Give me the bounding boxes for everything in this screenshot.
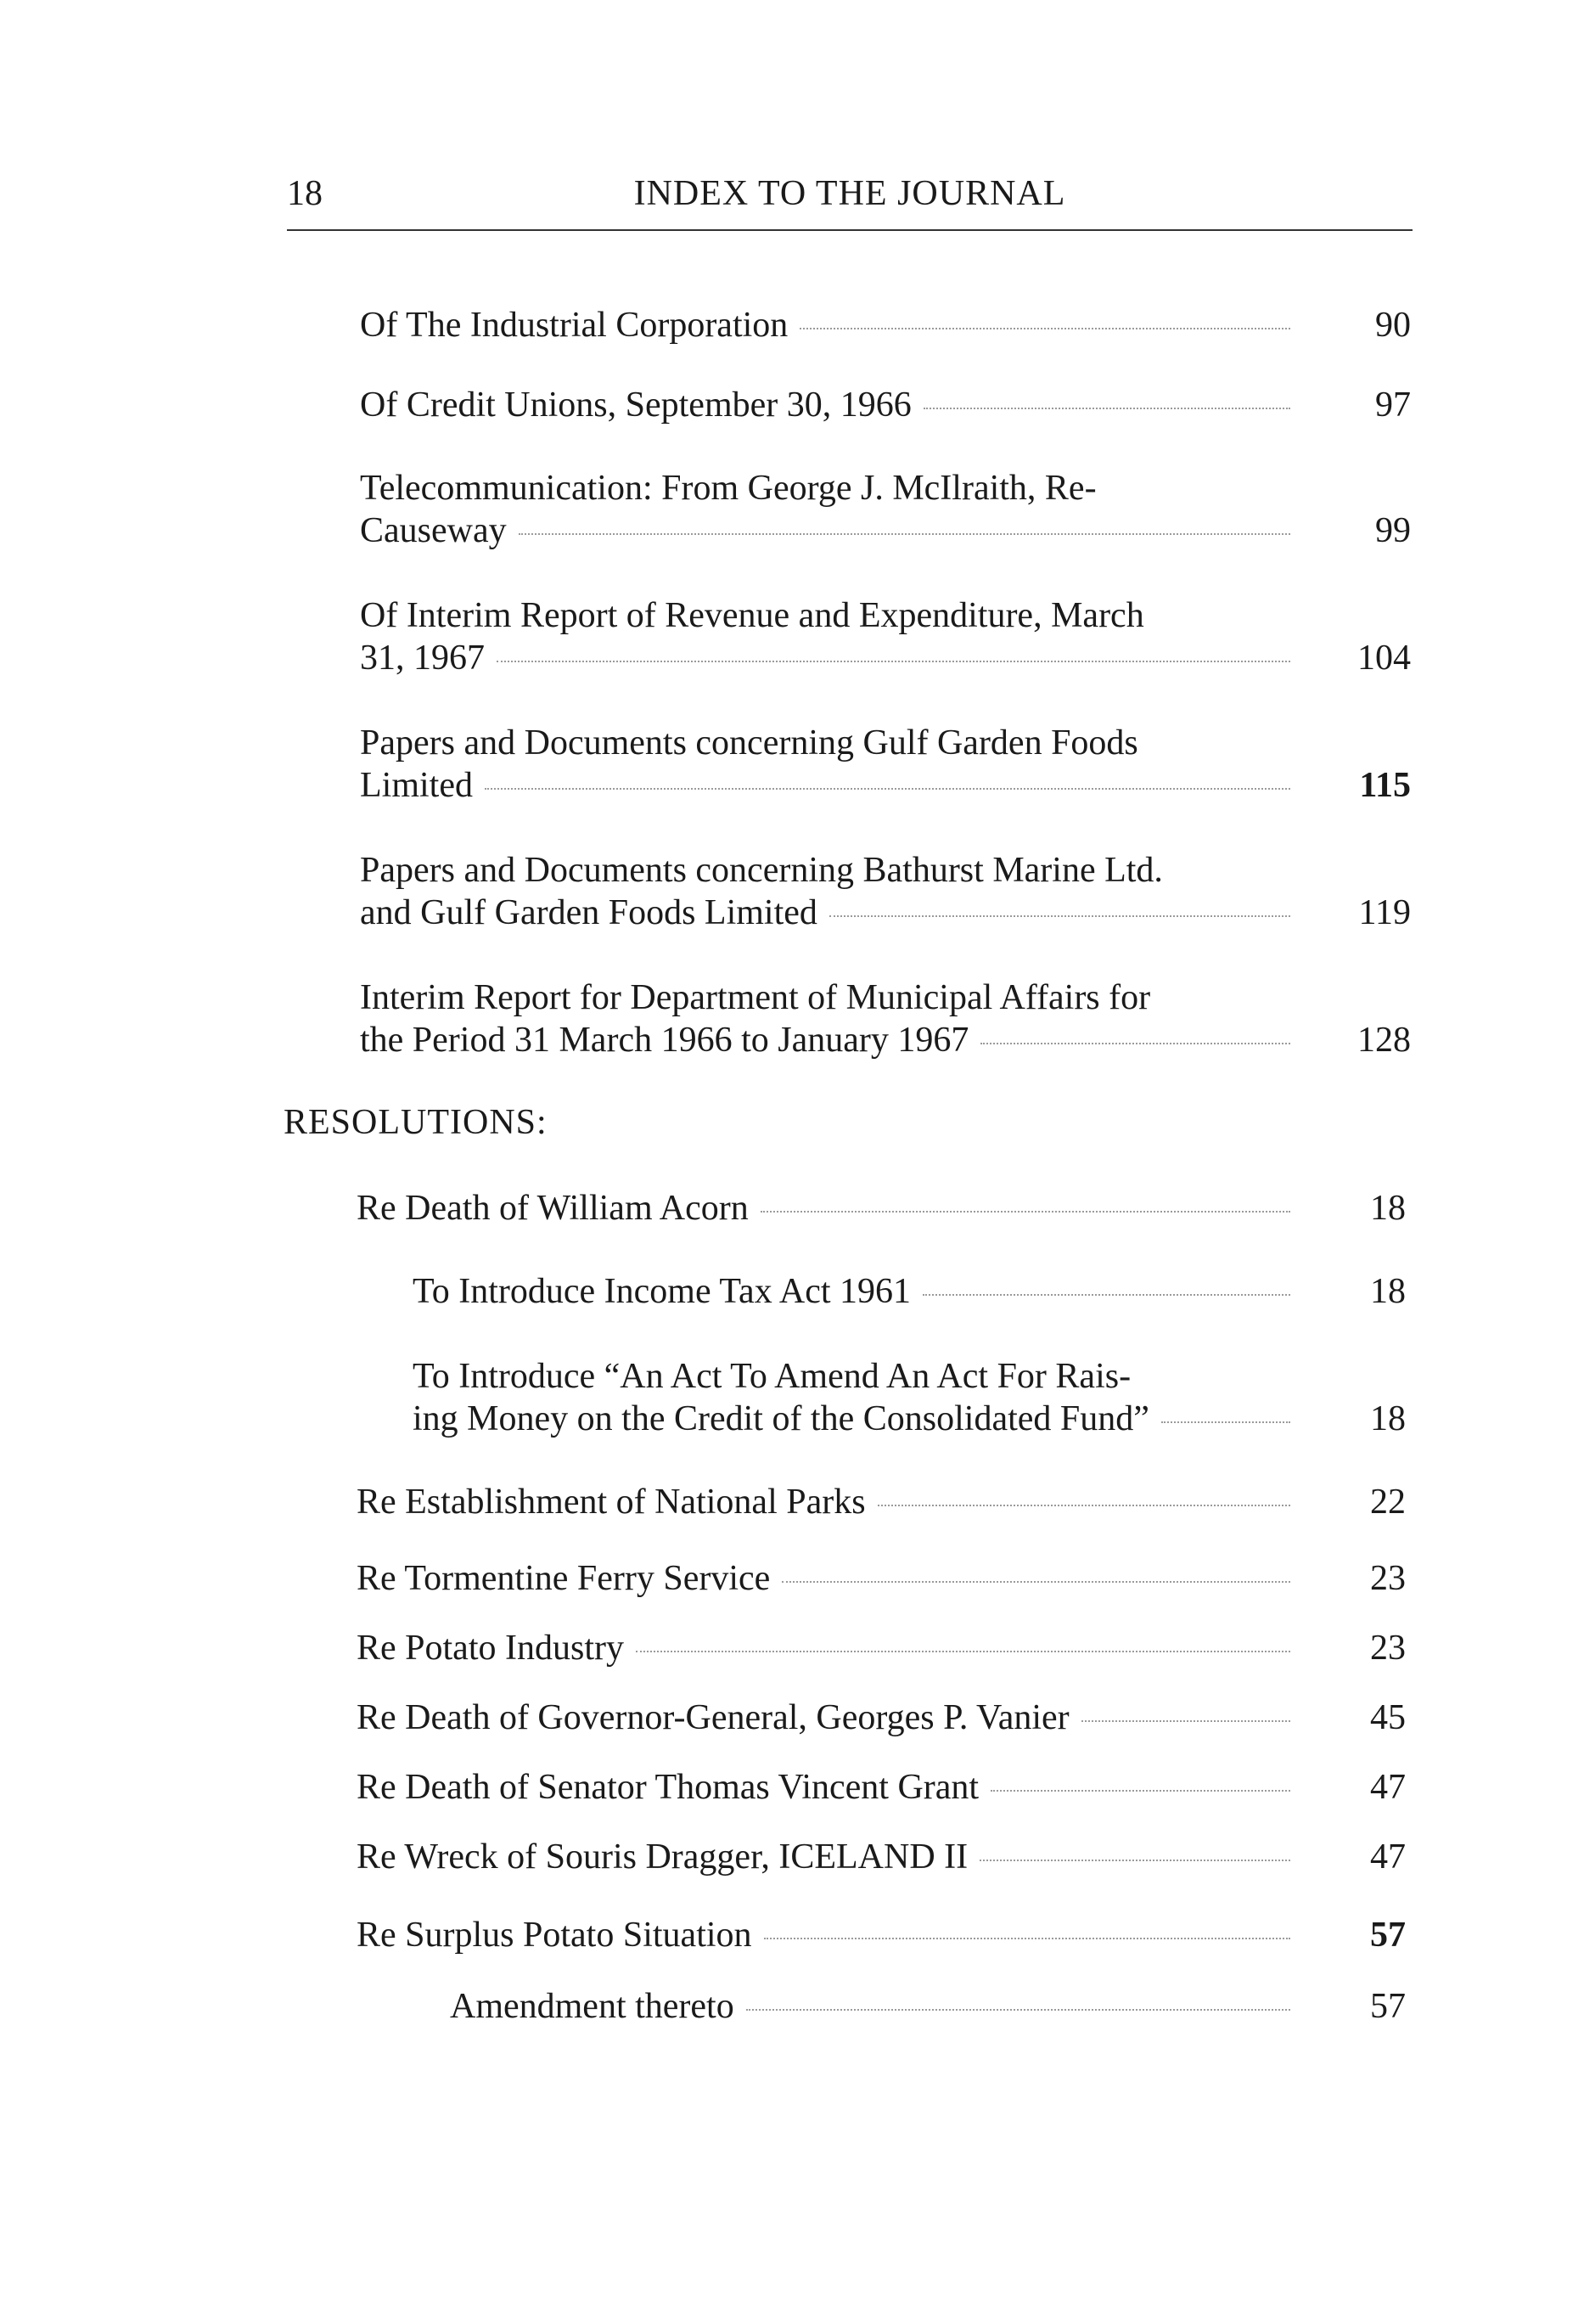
index-entry (450, 1985, 1302, 2028)
page-ref: 90 (1375, 306, 1411, 345)
page-ref: 115 (1359, 766, 1411, 805)
entry-text: the Period 31 March 1966 to January 1967 (360, 1021, 969, 1060)
index-entry (357, 1627, 1302, 1669)
dot-leader (1081, 1720, 1290, 1722)
entry-text: Of The Industrial Corporation (360, 306, 789, 345)
entry-text: Limited (360, 766, 473, 805)
dot-leader (782, 1581, 1290, 1583)
page-ref: 18 (1370, 1189, 1406, 1228)
running-title: INDEX TO THE JOURNAL (633, 174, 1066, 213)
entry-text: Re Establishment of National Parks (357, 1483, 866, 1522)
entry-text: Amendment thereto (450, 1987, 734, 2026)
index-entry (360, 467, 1302, 552)
dot-leader (923, 1294, 1290, 1296)
index-entry (413, 1270, 1302, 1313)
dot-leader (746, 2009, 1290, 2011)
page-ref: 18 (1370, 1272, 1406, 1311)
entry-text: Re Surplus Potato Situation (357, 1916, 752, 1955)
dot-leader (761, 1211, 1290, 1213)
page-ref: 45 (1370, 1698, 1406, 1737)
index-entry (357, 1187, 1302, 1230)
entry-text: Re Wreck of Souris Dragger, ICELAND II (357, 1837, 969, 1877)
dot-leader (829, 915, 1290, 917)
index-entry (357, 1697, 1302, 1739)
index-entry (360, 594, 1302, 679)
page-ref: 104 (1357, 639, 1411, 678)
entry-text: To Introduce “An Act To Amend An Act For Rais- (413, 1357, 1132, 1396)
index-entry (357, 1766, 1302, 1809)
index-entry (413, 1355, 1302, 1440)
dot-leader (800, 328, 1290, 329)
page-ref: 47 (1370, 1837, 1406, 1877)
page-ref: 18 (1370, 1399, 1406, 1438)
index-entry (360, 849, 1302, 934)
page-ref: 47 (1370, 1768, 1406, 1807)
entry-text: Re Death of Governor-General, Georges P. Vanier (357, 1698, 1070, 1737)
entry-text: Of Interim Report of Revenue and Expenditure, March (360, 596, 1144, 635)
index-entry (360, 722, 1302, 807)
page-header (287, 170, 1413, 231)
entry-text: Papers and Documents concerning Bathurst Marine Ltd. (360, 851, 1163, 890)
index-entry (357, 1557, 1302, 1600)
page-ref: 57 (1370, 1916, 1406, 1955)
dot-leader (519, 533, 1290, 535)
page-ref: 23 (1370, 1559, 1406, 1598)
dot-leader (764, 1938, 1290, 1939)
entry-text: Papers and Documents concerning Gulf Garden Foods (360, 723, 1138, 762)
index-entry (360, 976, 1302, 1061)
entry-text: Interim Report for Department of Municipal Affairs for (360, 978, 1151, 1017)
entry-text: Of Credit Unions, September 30, 1966 (360, 385, 912, 425)
entry-text: Re Tormentine Ferry Service (357, 1559, 771, 1598)
entry-text: To Introduce Income Tax Act 1961 (413, 1272, 912, 1311)
entry-text: Re Potato Industry (357, 1629, 624, 1668)
page-ref: 119 (1358, 893, 1411, 932)
entry-text: Telecommunication: From George J. McIlraith, Re- (360, 469, 1097, 508)
page-ref: 22 (1370, 1483, 1406, 1522)
dot-leader (924, 408, 1290, 409)
index-entry (357, 1481, 1302, 1523)
dot-leader (1161, 1421, 1290, 1423)
entry-text: 31, 1967 (360, 639, 485, 678)
entry-text: and Gulf Garden Foods Limited (360, 893, 817, 932)
entry-text: Re Death of William Acorn (357, 1189, 749, 1228)
section-heading-resolutions: RESOLUTIONS: (284, 1103, 548, 1142)
dot-leader (636, 1651, 1290, 1652)
dot-leader (485, 788, 1290, 790)
dot-leader (980, 1043, 1290, 1044)
index-entry (360, 384, 1302, 426)
dot-leader (497, 661, 1290, 662)
index-entry (360, 304, 1302, 346)
dot-leader (991, 1790, 1290, 1792)
page-ref: 97 (1375, 385, 1411, 425)
dot-leader (878, 1505, 1290, 1506)
entry-text: Causeway (360, 511, 507, 550)
entry-text: ing Money on the Credit of the Consolidated Fund” (413, 1399, 1149, 1438)
page-ref: 99 (1375, 511, 1411, 550)
entry-text: Re Death of Senator Thomas Vincent Grant (357, 1768, 980, 1807)
page-ref: 128 (1357, 1021, 1411, 1060)
index-entry (357, 1914, 1302, 1956)
dot-leader (980, 1860, 1290, 1861)
index-entry (357, 1836, 1302, 1878)
page-ref: 57 (1370, 1987, 1406, 2026)
page-ref: 23 (1370, 1629, 1406, 1668)
page-number: 18 (287, 174, 323, 213)
